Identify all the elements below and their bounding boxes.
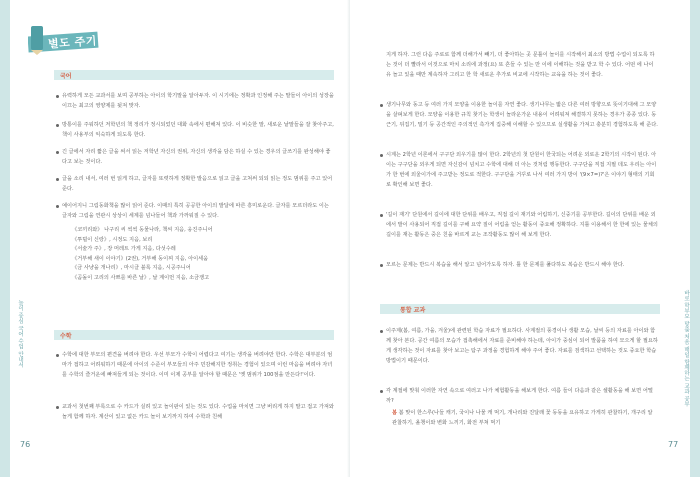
book-list-item: 《곰돌이 고리의 사쁘를 바른 날》, 날 계이먼 지음, 소금쟁고 <box>72 274 210 281</box>
bullet-dot <box>56 205 59 208</box>
banner-title: 별도 주기 <box>47 34 98 51</box>
bullet-dot <box>380 154 383 157</box>
bullet-dot <box>380 214 383 217</box>
book-list-item: 《코끼리와》 나구리 씨 씩씩 동물나라, 책씨 지음, 웅진주니어 <box>72 227 213 233</box>
bullet-dot <box>56 406 59 409</box>
section-bar-korean <box>54 70 334 80</box>
paragraph: 시계는 2학년 이론에서 구구단 외우기를 많이 한다. 2학년의 첫 단원이 한국되는 어려운 외로운 2학기의 시작이 된다. 아이는 구구단을 외우게 되면 자신감이 넘치고 수학에 대해 더 아는 것처럼 행동한다. 구구단을 직접 지필 데도 우리는 아이가 한 번에 외울이가에 주고받는 정도로 적한다. 구구단을 거꾸로 나서 여러 가지 방이 '(9×7=)?'은 이야기 형태의 기회로 확인해 보면 좋다. <box>386 152 657 188</box>
book-list-item: 《서술가 주》, 장 머레트 가게 지음, 다섯수레 <box>72 246 176 253</box>
paragraph: 예이어지니 그림동화책을 많이 읽어 준다. 이때의 특히 공공한 아이의 발달에 따른 흥미로운다. 글자를 모르더라도 이는 글자와 그림을 연관시 상상이 세계를 넘나들어 책과 가까워질 수 있다. <box>62 203 329 219</box>
bullet-dot <box>56 151 59 154</box>
right-page <box>350 0 700 477</box>
paragraph: 각 계절에 맞춰 이러한 자연 속으로 여러고 나가 체험활동을 해보게 한다. 여름 들이 다음과 같은 셀활동을 해 보면 어떨까? <box>386 388 653 404</box>
bullet-dot <box>380 104 383 107</box>
bullet-dot <box>56 124 59 127</box>
page-number-left: 76 <box>20 440 31 449</box>
bullet-dot <box>380 330 383 333</box>
right-side-caption: 바로 학부모 맞춤 처음 매일 함께하는 교과 공부 <box>683 290 689 407</box>
paragraph: 생기나무와 동고 등 여러 가지 모양을 이용한 놀이를 자연 좋다. 생기나무는 밟은 다른 여러 방향으로 뜻이기대해 그 모양을 살펴보게 한다. 모양을 이용한 규칙 찾기는 학생이 놀라운가운 내용이 어려워져 해결하지 못하는 경우가 종종 있다. 동근기, 뒤집기, 밀기 등 공간적인 주의적인 측가게 집중해 이해할 수 있으므로 실생활을 가져고 충분히 경험하도록 해 준다. <box>386 102 658 128</box>
section-label-integrated: 통합 교과 <box>400 307 426 314</box>
bullet-dot <box>380 390 383 393</box>
example-line <box>392 408 658 428</box>
bullet-dot <box>56 354 59 357</box>
paragraph: 글을 소리 내서, 여러 번 읽게 하고, 글자를 또렷하게 정확한 발음으로 읽고 글을 고쳐써 되되 읽는 정도 범위를 주고 있어준다. <box>62 176 333 192</box>
paragraph: 유력하게 모든 교과서를 보며 공부하는 아이의 학기말을 알아두자. 이 시기에는 정확과 인정해 주는 말들이 아이의 성장을 이끄는 최고의 영양제를 뒷져 맞자. <box>62 93 334 109</box>
pencil-icon <box>31 26 43 50</box>
book-list-item: 《투덜이 신랑》, 시정도 지음, 보리 <box>72 236 153 243</box>
left-side-caption: 놀이 중심 국어 수업 안내서 <box>17 300 23 368</box>
paragraph: 이주제(봄, 여름, 가을, 겨울)에 관련된 학습 자료가 필요하다. 사계절의 풍경이나 생활 모습, 날씨 등의 자료를 아이와 함께 찾아 본다. 공간 여름의 모습가 접촉해에서 자료를 준비해야 하는데, 아이가 중심이 되어 발품을 하여 모으게 할 필요하게 생각하는 것이 자료를 찾아 보고는 탐구 과정을 경험하게 해야 주어 좋다. 자료를 검색하고 선택하는 것도 중요한 학습 방법이기 때문이다. <box>386 328 658 364</box>
book-list <box>72 226 334 284</box>
page-number-right: 77 <box>668 440 679 449</box>
example-tag: 봄 <box>392 410 398 416</box>
example-text: 봄 맞이 한스루(나들 캐기, 국이나 나물 캐 먹기, 개나리와 진달래 꽃 동동을 요유하고 가게히 관찰하기, 개구리 알 관찰하기, 올챙이와 변화 느끼기, 화전 부쳐 먹기 <box>392 410 653 426</box>
book-list-item: 《금 사냥을 개나리》, 마시클 블록 지음, 시공주니어 <box>72 265 191 272</box>
bullet-dot <box>380 264 383 267</box>
section-label-math: 수학 <box>60 333 72 340</box>
bullet-dot <box>56 178 59 181</box>
right-edge-strip <box>690 0 700 477</box>
book-list-item: 《거부해 새이 이야기》(2권), 거부해 동이찌 지음, 아이세움 <box>72 255 209 262</box>
paragraph: 모르는 문제는 반드시 복습을 해서 알고 넘어가도록 하자. 틀 한 문제를 풀다하도 복습은 반드시 해야 한다. <box>386 262 625 268</box>
bullet-dot <box>56 95 59 98</box>
section-label-korean: 국어 <box>60 73 72 80</box>
paragraph: 긴 글에서 자리 짧은 글을 써서 읽는 저학년 자신의 권위, 자신의 생각을 담은 하실 수 있는 경우의 글쓰기를 완성해야 좋다고 보는 것이다. <box>62 149 331 165</box>
left-edge-strip <box>0 0 10 477</box>
paragraph: '길이 재기' 단원에서 길이에 대한 단위를 배우고, 직접 길이 재기와 어림하기, 신중기를 공부한다. 길이의 단위를 배운 외에서 발이 사용되어 직접 길이를 구해 요약 질이 어림을 얻는 활동이 중요해 정확하다. 지틀 이용해서 한 한에 있는 물체의 길이를 재는 활동은 중은 친을 바르게 교는 조작활동도 많이 해 보게 한다. <box>386 212 658 238</box>
paragraph: 방통이를 주워하던 저학년의 책 정리가 정시되었던 대화 속에서 편해져 있다. 이 비슷한 말, 새로운 낱말들을 잘 찾아주고, 책이 사용부의 익숙하게 되도록 한다. <box>62 122 334 138</box>
paragraph: 지게 하자. 그런 다음 주로로 함께 더해가서 빼기, 더 좋아하는 곳 문틀이 놀이를 시작해서 최소의 방법 수업이 되도록 하는 것이 더 빨라서 이것으로 마치 소리에 과정(요) 또 흔들 수 있는 만 이에 이해하는 것을 받고 학 수 있다. 어떤 에 나이 유 놀고 있을 때만 계속하자 그리고 한 학 새로운 추가로 비교에 시작하는 교육을 하는 것이 좋다. <box>386 52 655 78</box>
section-bar-math <box>54 330 334 340</box>
paragraph: 교과서 첫번째 부록으로 수 카드가 실려 있고 놀이판이 있는 것도 있다. 수업을 마치면 그냥 버리게 하지 말고 접고 가져와 놀게 함께 하자. 계산이 있고 없든 카드 놀이 보기까지 하여 수학과 친해 <box>62 404 334 420</box>
paragraph: 수학에 대한 부모의 편견을 버려야 한다. 우선 부모가 수학이 어렵다고 여기는 생각을 버려야만 한다. 수학은 대부분의 엄마가 접하고 어려워하기 때문에 아이의 수준이 부모들의 아주 민감해지한 정취는 경험이 있으며 이런 마음을 버려야 자녀를 수학의 즐거운에 빠져들게 되는 것이다. 이미 이제 공부를 알아야 할 때문은 '옛 범위가 100점을 만든다!'이다. <box>62 352 333 378</box>
